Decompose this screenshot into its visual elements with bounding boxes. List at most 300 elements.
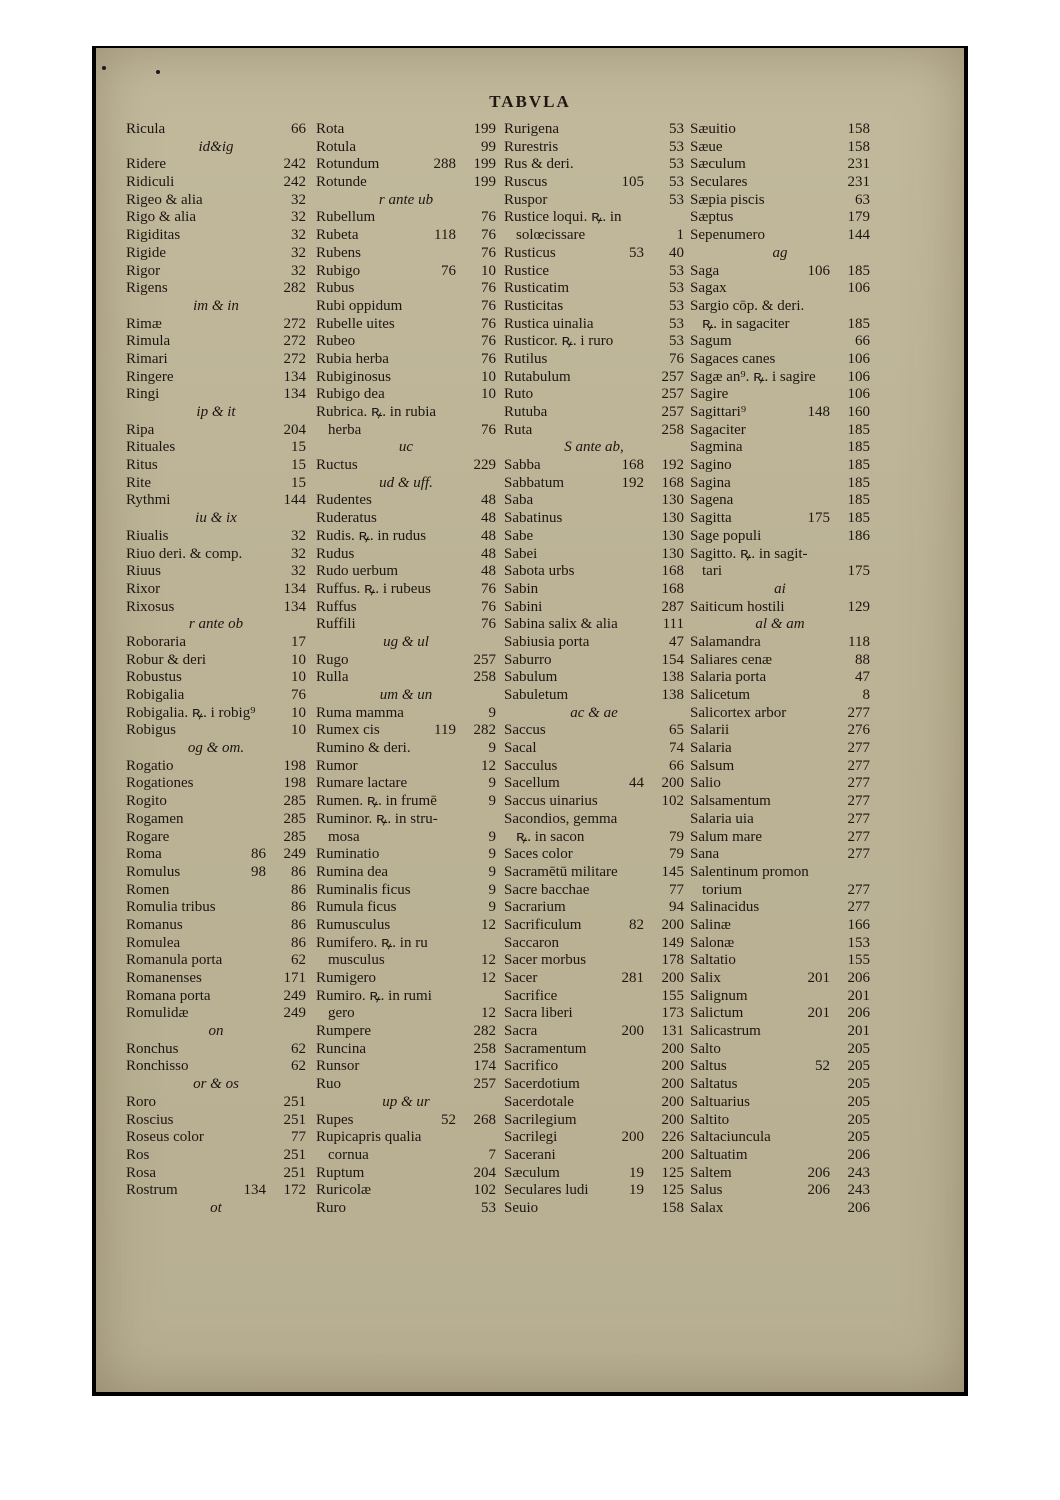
entry-term: Saltatus xyxy=(690,1076,738,1093)
entry-page-number: 185 xyxy=(847,421,870,438)
entry-page-number: 206 xyxy=(847,970,870,986)
index-entry xyxy=(504,422,684,440)
entry-page-number: 251 xyxy=(283,1093,306,1110)
entry-page-number: 10 xyxy=(481,262,496,279)
entry-page-number: 32 xyxy=(291,191,306,208)
entry-page-number: 173 xyxy=(661,1005,684,1022)
entry-page-number: 9 xyxy=(488,899,496,916)
index-section-heading xyxy=(126,1023,306,1041)
entry-term: Salicetum xyxy=(690,687,750,703)
index-entry xyxy=(316,1041,496,1059)
index-entry xyxy=(316,139,496,157)
index-section-heading xyxy=(126,404,306,422)
entry-page-number: 204 xyxy=(473,1164,496,1181)
entry-page-number: 192 xyxy=(661,457,684,474)
index-entry xyxy=(690,1058,870,1076)
entry-page-number: 53 xyxy=(669,191,684,208)
index-entry xyxy=(690,634,870,652)
entry-term: Rurigena xyxy=(504,121,559,137)
entry-term: Robur & deri xyxy=(126,651,206,668)
entry-page-number: 102 xyxy=(661,793,684,810)
entry-term: Sagire xyxy=(690,386,729,403)
index-section-heading xyxy=(126,298,306,316)
entry-page-number: 242 xyxy=(283,174,306,191)
entry-page-number: 257 xyxy=(473,1076,496,1093)
index-entry xyxy=(504,1023,684,1041)
entry-term: Salto xyxy=(690,1040,721,1057)
index-entry xyxy=(316,1005,496,1023)
entry-term: Sagina xyxy=(690,474,731,491)
entry-secondary-page: 175 xyxy=(807,510,830,527)
index-entry xyxy=(690,687,870,705)
index-entry xyxy=(504,369,684,387)
index-entry xyxy=(504,988,684,1006)
index-entry xyxy=(504,1041,684,1059)
entry-page-number: 201 xyxy=(847,1023,870,1040)
entry-term: Saces color xyxy=(504,846,573,863)
index-entry xyxy=(316,546,496,564)
entry-term: Rixosus xyxy=(126,598,175,615)
index-entry xyxy=(690,1076,870,1094)
entry-page-number: 9 xyxy=(488,775,496,792)
index-entry xyxy=(126,705,306,723)
entry-page-number: 40 xyxy=(669,244,684,261)
index-section-heading xyxy=(504,705,684,723)
entry-term: Saccus xyxy=(504,722,546,739)
index-entry xyxy=(690,1112,870,1130)
entry-term: Romulidæ xyxy=(126,1005,189,1022)
entry-term: Ruto xyxy=(504,386,534,403)
entry-term: Sagino xyxy=(690,457,732,474)
index-entry xyxy=(316,1147,496,1165)
entry-page-number: 9 xyxy=(488,740,496,757)
index-entry xyxy=(316,952,496,970)
index-section-heading xyxy=(690,245,870,263)
entry-page-number: 12 xyxy=(481,952,496,969)
entry-term: Rumor xyxy=(316,757,358,774)
index-entry xyxy=(316,263,496,281)
entry-page-number: 32 xyxy=(291,545,306,562)
index-entry xyxy=(316,1112,496,1130)
entry-page-number: 17 xyxy=(291,633,306,650)
entry-page-number: 200 xyxy=(661,970,684,986)
index-entry xyxy=(316,351,496,369)
index-entry xyxy=(316,899,496,917)
index-entry xyxy=(126,475,306,493)
index-entry xyxy=(690,369,870,387)
entry-term: Runsor xyxy=(316,1058,360,1075)
index-entry xyxy=(126,546,306,564)
entry-term: Rustice loqui. ꝶ. in xyxy=(504,209,622,226)
entry-term: Rigide xyxy=(126,244,166,261)
index-entry xyxy=(690,1023,870,1041)
entry-term: og & om. xyxy=(187,740,245,757)
index-entry xyxy=(690,599,870,617)
index-entry xyxy=(126,669,306,687)
entry-page-number: 206 xyxy=(847,1146,870,1163)
entry-term: solœcissare xyxy=(516,227,586,244)
index-entry xyxy=(126,1147,306,1165)
index-entry xyxy=(504,669,684,687)
index-entry xyxy=(504,722,684,740)
index-entry xyxy=(316,156,496,174)
entry-secondary-page: 19 xyxy=(629,1164,644,1181)
entry-page-number: 257 xyxy=(661,386,684,403)
entry-term: Romulus xyxy=(126,863,181,880)
index-entry xyxy=(504,1165,684,1183)
entry-page-number: 285 xyxy=(283,828,306,845)
entry-term: Rutabulum xyxy=(504,368,571,385)
entry-term: Sacrifico xyxy=(504,1058,559,1075)
entry-term: Ruma mamma xyxy=(316,704,404,721)
entry-term: Saltem xyxy=(690,1164,732,1181)
entry-page-number: 251 xyxy=(283,1111,306,1128)
entry-term: Rupes xyxy=(316,1111,354,1128)
index-entry xyxy=(690,227,870,245)
entry-term: im & in xyxy=(193,297,239,314)
entry-term: Sacellum xyxy=(504,775,560,792)
index-entry xyxy=(504,492,684,510)
index-entry xyxy=(504,1200,684,1218)
index-entry xyxy=(126,687,306,705)
entry-page-number: 48 xyxy=(481,563,496,580)
entry-term: Rumifero. ꝶ. in ru xyxy=(316,934,428,951)
entry-term: Sacerdotium xyxy=(504,1076,580,1093)
entry-page-number: 76 xyxy=(481,350,496,367)
index-entry xyxy=(126,1165,306,1183)
index-entry xyxy=(504,245,684,263)
index-entry xyxy=(316,652,496,670)
entry-term: um & un xyxy=(379,687,433,703)
entry-page-number: 144 xyxy=(283,492,306,509)
index-entry xyxy=(126,174,306,192)
entry-term: Rubigo xyxy=(316,262,361,279)
entry-page-number: 226 xyxy=(661,1129,684,1146)
entry-secondary-page: 281 xyxy=(621,970,644,986)
entry-page-number: 277 xyxy=(847,828,870,845)
entry-term: Sabota urbs xyxy=(504,563,575,580)
entry-term: or & os xyxy=(193,1076,239,1093)
entry-page-number: 53 xyxy=(669,174,684,191)
index-entry xyxy=(690,316,870,334)
entry-page-number: 76 xyxy=(481,580,496,597)
entry-page-number: 10 xyxy=(291,704,306,721)
entry-term: Rubiginosus xyxy=(316,368,392,385)
index-section-heading xyxy=(690,581,870,599)
entry-page-number: 185 xyxy=(847,474,870,491)
index-entry xyxy=(316,811,496,829)
entry-page-number: 79 xyxy=(669,846,684,863)
index-entry xyxy=(690,174,870,192)
index-entry xyxy=(316,970,496,988)
entry-page-number: 206 xyxy=(847,1199,870,1216)
entry-page-number: 76 xyxy=(481,227,496,244)
entry-term: gero xyxy=(328,1005,355,1022)
entry-page-number: 153 xyxy=(847,934,870,951)
index-entry xyxy=(126,492,306,510)
index-entry xyxy=(126,758,306,776)
index-entry xyxy=(126,333,306,351)
entry-term: Sabiusia porta xyxy=(504,633,590,650)
index-entry xyxy=(316,422,496,440)
entry-term: Sargio cōp. & deri. xyxy=(690,297,805,314)
entry-page-number: 185 xyxy=(847,457,870,474)
entry-page-number: 53 xyxy=(669,280,684,297)
entry-page-number: 76 xyxy=(481,209,496,226)
entry-page-number: 53 xyxy=(669,156,684,173)
entry-term: S ante ab, xyxy=(564,439,624,456)
entry-page-number: 249 xyxy=(283,846,306,863)
entry-term: Robigus xyxy=(126,722,177,739)
index-entry xyxy=(690,386,870,404)
index-entry xyxy=(504,829,684,847)
index-entry xyxy=(504,404,684,422)
entry-term: Sæue xyxy=(690,138,723,155)
index-entry xyxy=(126,599,306,617)
entry-page-number: 199 xyxy=(473,121,496,137)
entry-page-number: 258 xyxy=(661,421,684,438)
index-entry xyxy=(690,970,870,988)
entry-term: r ante ub xyxy=(378,191,434,208)
entry-page-number: 277 xyxy=(847,775,870,792)
index-entry xyxy=(690,669,870,687)
index-entry xyxy=(126,1041,306,1059)
entry-term: Saltuarius xyxy=(690,1093,750,1110)
entry-page-number: 48 xyxy=(481,545,496,562)
entry-secondary-page: 98 xyxy=(251,863,266,880)
entry-page-number: 130 xyxy=(661,527,684,544)
entry-term: Salsum xyxy=(690,757,735,774)
index-entry xyxy=(316,722,496,740)
entry-page-number: 76 xyxy=(481,244,496,261)
entry-term: Romulia tribus xyxy=(126,899,216,916)
entry-term: Sacculus xyxy=(504,757,558,774)
index-entry xyxy=(690,652,870,670)
entry-term: Seuio xyxy=(504,1199,539,1216)
entry-term: Saliares cenæ xyxy=(690,651,773,668)
entry-term: Rimæ xyxy=(126,315,162,332)
index-entry xyxy=(316,457,496,475)
index-entry xyxy=(690,829,870,847)
margin-speck xyxy=(102,66,106,70)
entry-page-number: 76 xyxy=(481,421,496,438)
entry-page-number: 12 xyxy=(481,757,496,774)
entry-term: Salinacidus xyxy=(690,899,760,916)
index-entry xyxy=(126,422,306,440)
entry-page-number: 130 xyxy=(661,510,684,527)
entry-page-number: 200 xyxy=(661,1146,684,1163)
index-entry xyxy=(126,952,306,970)
entry-page-number: 277 xyxy=(847,793,870,810)
entry-page-number: 166 xyxy=(847,916,870,933)
index-entry xyxy=(504,740,684,758)
entry-term: Sæculum xyxy=(690,156,746,173)
entry-secondary-page: 168 xyxy=(621,457,644,474)
entry-term: Sacondios, gemma xyxy=(504,810,618,827)
entry-term: Ruo xyxy=(316,1076,342,1093)
entry-term: Rumiro. ꝶ. in rumi xyxy=(316,987,432,1004)
index-entry xyxy=(690,263,870,281)
entry-page-number: 251 xyxy=(283,1146,306,1163)
entry-page-number: 106 xyxy=(847,280,870,297)
entry-term: Saltito xyxy=(690,1111,730,1128)
entry-page-number: 131 xyxy=(661,1023,684,1040)
entry-term: Rulla xyxy=(316,669,349,686)
entry-term: Sagmina xyxy=(690,439,743,456)
index-entry xyxy=(316,510,496,528)
entry-page-number: 12 xyxy=(481,970,496,986)
entry-term: Rostrum xyxy=(126,1182,178,1199)
entry-page-number: 53 xyxy=(669,333,684,350)
entry-page-number: 125 xyxy=(661,1182,684,1199)
entry-page-number: 62 xyxy=(291,1058,306,1075)
index-entry xyxy=(690,1147,870,1165)
entry-term: Sacerani xyxy=(504,1146,556,1163)
entry-term: iu & ix xyxy=(195,510,237,527)
entry-page-number: 10 xyxy=(291,669,306,686)
entry-page-number: 15 xyxy=(291,457,306,474)
index-section-heading xyxy=(126,510,306,528)
entry-page-number: 158 xyxy=(847,121,870,137)
entry-term: Roma xyxy=(126,846,162,863)
index-entry xyxy=(690,333,870,351)
entry-page-number: 9 xyxy=(488,793,496,810)
index-entry xyxy=(126,227,306,245)
entry-term: Rumula ficus xyxy=(316,899,397,916)
entry-page-number: 185 xyxy=(847,510,870,527)
entry-term: Rimula xyxy=(126,333,171,350)
index-entry xyxy=(316,1058,496,1076)
entry-page-number: 199 xyxy=(473,174,496,191)
entry-term: Rustice xyxy=(504,262,549,279)
entry-page-number: 200 xyxy=(661,1111,684,1128)
entry-page-number: 53 xyxy=(669,297,684,314)
index-entry xyxy=(504,192,684,210)
index-entry xyxy=(316,1165,496,1183)
entry-term: Rota xyxy=(316,121,345,137)
index-entry xyxy=(504,581,684,599)
entry-page-number: 272 xyxy=(283,350,306,367)
index-column-2 xyxy=(316,121,496,1218)
entry-page-number: 88 xyxy=(855,651,870,668)
index-entry xyxy=(504,546,684,564)
entry-term: Sagitta xyxy=(690,510,732,527)
entry-term: Ruffili xyxy=(316,616,356,633)
entry-term: Saltatio xyxy=(690,952,736,969)
index-entry xyxy=(690,209,870,227)
entry-term: Sagitto. ꝶ. in sagit- xyxy=(690,545,808,562)
entry-term: Salonæ xyxy=(690,934,735,951)
index-entry xyxy=(126,192,306,210)
index-entry xyxy=(126,386,306,404)
entry-page-number: 48 xyxy=(481,510,496,527)
entry-page-number: 277 xyxy=(847,704,870,721)
entry-secondary-page: 106 xyxy=(807,262,830,279)
entry-page-number: 12 xyxy=(481,916,496,933)
index-entry xyxy=(126,652,306,670)
entry-term: Rusticus xyxy=(504,244,556,261)
entry-page-number: 10 xyxy=(481,368,496,385)
entry-page-number: 168 xyxy=(661,580,684,597)
entry-page-number: 134 xyxy=(283,598,306,615)
index-entry xyxy=(504,899,684,917)
entry-term: Sacre bacchae xyxy=(504,881,590,898)
book-page xyxy=(96,48,964,1392)
entry-secondary-page: 52 xyxy=(815,1058,830,1075)
entry-page-number: 66 xyxy=(855,333,870,350)
entry-term: Ruffus. ꝶ. i rubeus xyxy=(316,580,431,597)
entry-term: Salicortex arbor xyxy=(690,704,787,721)
entry-page-number: 198 xyxy=(283,757,306,774)
entry-page-number: 32 xyxy=(291,244,306,261)
entry-term: Rutuba xyxy=(504,404,548,420)
entry-page-number: 243 xyxy=(847,1182,870,1199)
entry-page-number: 200 xyxy=(661,1058,684,1075)
entry-secondary-page: 200 xyxy=(621,1129,644,1146)
entry-term: Ringi xyxy=(126,386,160,403)
entry-page-number: 32 xyxy=(291,227,306,244)
entry-term: Rudentes xyxy=(316,492,372,509)
entry-page-number: 7 xyxy=(488,1146,496,1163)
index-entry xyxy=(126,245,306,263)
index-entry xyxy=(126,439,306,457)
entry-term: Saltus xyxy=(690,1058,727,1075)
entry-page-number: 229 xyxy=(473,457,496,474)
entry-page-number: 9 xyxy=(488,846,496,863)
entry-page-number: 118 xyxy=(848,633,870,650)
index-entry xyxy=(126,811,306,829)
index-entry xyxy=(690,1094,870,1112)
index-entry xyxy=(690,475,870,493)
entry-page-number: 257 xyxy=(473,651,496,668)
entry-term: ug & ul xyxy=(383,633,429,650)
index-section-heading xyxy=(126,1200,306,1218)
entry-page-number: 111 xyxy=(662,616,684,633)
entry-term: Saccus uinarius xyxy=(504,793,598,810)
entry-term: Saltuatim xyxy=(690,1146,748,1163)
index-entry xyxy=(504,1005,684,1023)
entry-term: Rusticatim xyxy=(504,280,569,297)
index-entry xyxy=(126,316,306,334)
entry-term: Ronchisso xyxy=(126,1058,189,1075)
index-entry xyxy=(504,599,684,617)
entry-page-number: 287 xyxy=(661,598,684,615)
index-entry xyxy=(126,899,306,917)
index-entry xyxy=(316,563,496,581)
index-section-heading xyxy=(126,1076,306,1094)
entry-term: Sabina salix & alia xyxy=(504,616,618,633)
index-entry xyxy=(690,1005,870,1023)
index-entry xyxy=(316,492,496,510)
entry-secondary-page: 192 xyxy=(621,474,644,491)
entry-page-number: 158 xyxy=(847,138,870,155)
entry-term: Sacrilegi xyxy=(504,1129,558,1146)
index-entry xyxy=(690,1041,870,1059)
entry-term: Rumex cis xyxy=(316,722,380,739)
entry-page-number: 185 xyxy=(847,439,870,456)
entry-page-number: 10 xyxy=(291,651,306,668)
entry-secondary-page: 206 xyxy=(807,1182,830,1199)
index-section-heading xyxy=(316,634,496,652)
index-entry xyxy=(504,174,684,192)
entry-page-number: 277 xyxy=(847,740,870,757)
index-section-heading xyxy=(126,740,306,758)
index-entry xyxy=(504,1182,684,1200)
entry-term: Rubia herba xyxy=(316,350,389,367)
index-entry xyxy=(126,581,306,599)
index-entry xyxy=(690,793,870,811)
entry-page-number: 130 xyxy=(661,545,684,562)
